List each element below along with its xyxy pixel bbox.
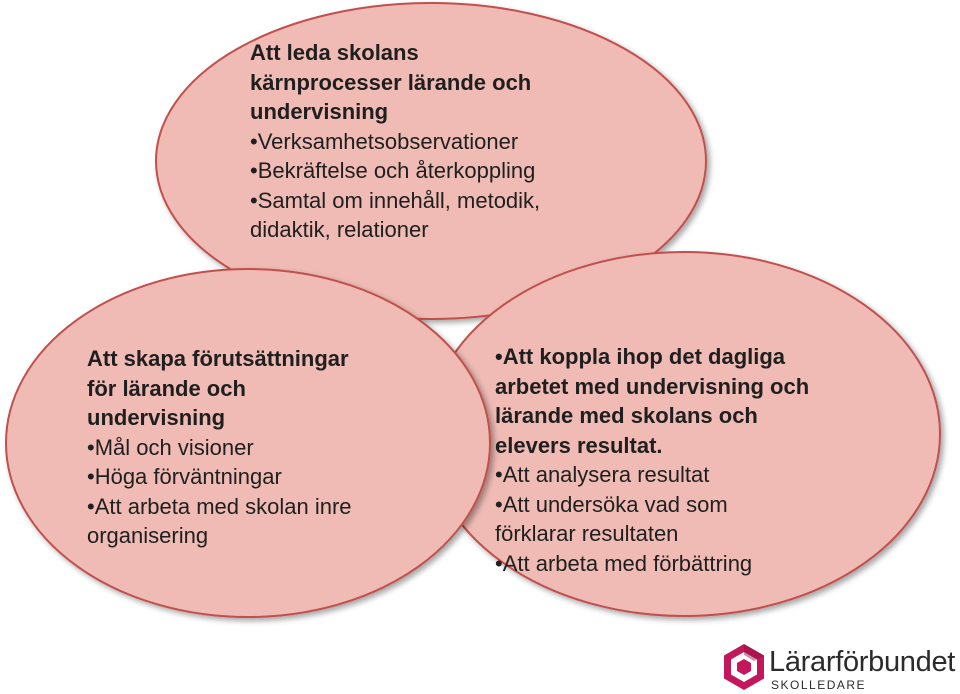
left-list-item: • Att arbeta med skolan inre <box>87 492 407 522</box>
logo-name: Lärarförbundet <box>769 646 956 678</box>
right-heading-line: • Att koppla ihop det dagliga <box>495 344 785 369</box>
top-list-item-continuation: didaktik, relationer <box>250 217 429 242</box>
right-list-item-continuation: förklarar resultaten <box>495 521 679 546</box>
right-list-item: • Att arbeta med förbättring <box>495 549 885 579</box>
left-list <box>87 433 407 522</box>
right-list <box>495 460 885 519</box>
left-heading-line: Att skapa förutsättningar <box>87 346 349 371</box>
right-heading-line: elevers resultat. <box>495 432 663 458</box>
top-heading-line: kärnprocesser lärande och <box>250 69 532 95</box>
top-heading <box>250 38 610 127</box>
left-list-item-continuation: organisering <box>87 523 209 548</box>
logo-subtitle: SKOLLEDARE <box>771 678 867 692</box>
left-list-item: • Höga förväntningar <box>87 462 407 492</box>
lararforbundet-hexagon-icon <box>722 643 766 691</box>
top-heading-line: undervisning <box>250 99 389 124</box>
top-list-item: • Samtal om innehåll, metodik, <box>250 186 610 216</box>
lararforbundet-logo <box>722 643 958 693</box>
right-heading-line: lärande med skolans och <box>495 403 758 428</box>
left-ellipse-text <box>87 344 407 551</box>
right-ellipse-text <box>495 342 885 578</box>
top-list <box>250 127 610 216</box>
right-list-item: • Att analysera resultat <box>495 460 885 490</box>
right-heading-line: arbetet med undervisning och <box>495 373 810 399</box>
left-heading-line: för lärande och <box>87 375 246 401</box>
top-ellipse-text <box>250 38 610 245</box>
top-list-item: • Verksamhetsobservationer <box>250 127 610 157</box>
left-heading-line: undervisning <box>87 405 226 430</box>
left-list-item: • Mål och visioner <box>87 433 407 463</box>
left-heading <box>87 344 407 433</box>
top-heading-line: Att leda skolans <box>250 40 419 65</box>
top-list-item: • Bekräftelse och återkoppling <box>250 156 610 186</box>
right-heading <box>495 342 885 460</box>
right-list <box>495 549 885 579</box>
right-list-item: • Att undersöka vad som <box>495 490 885 520</box>
